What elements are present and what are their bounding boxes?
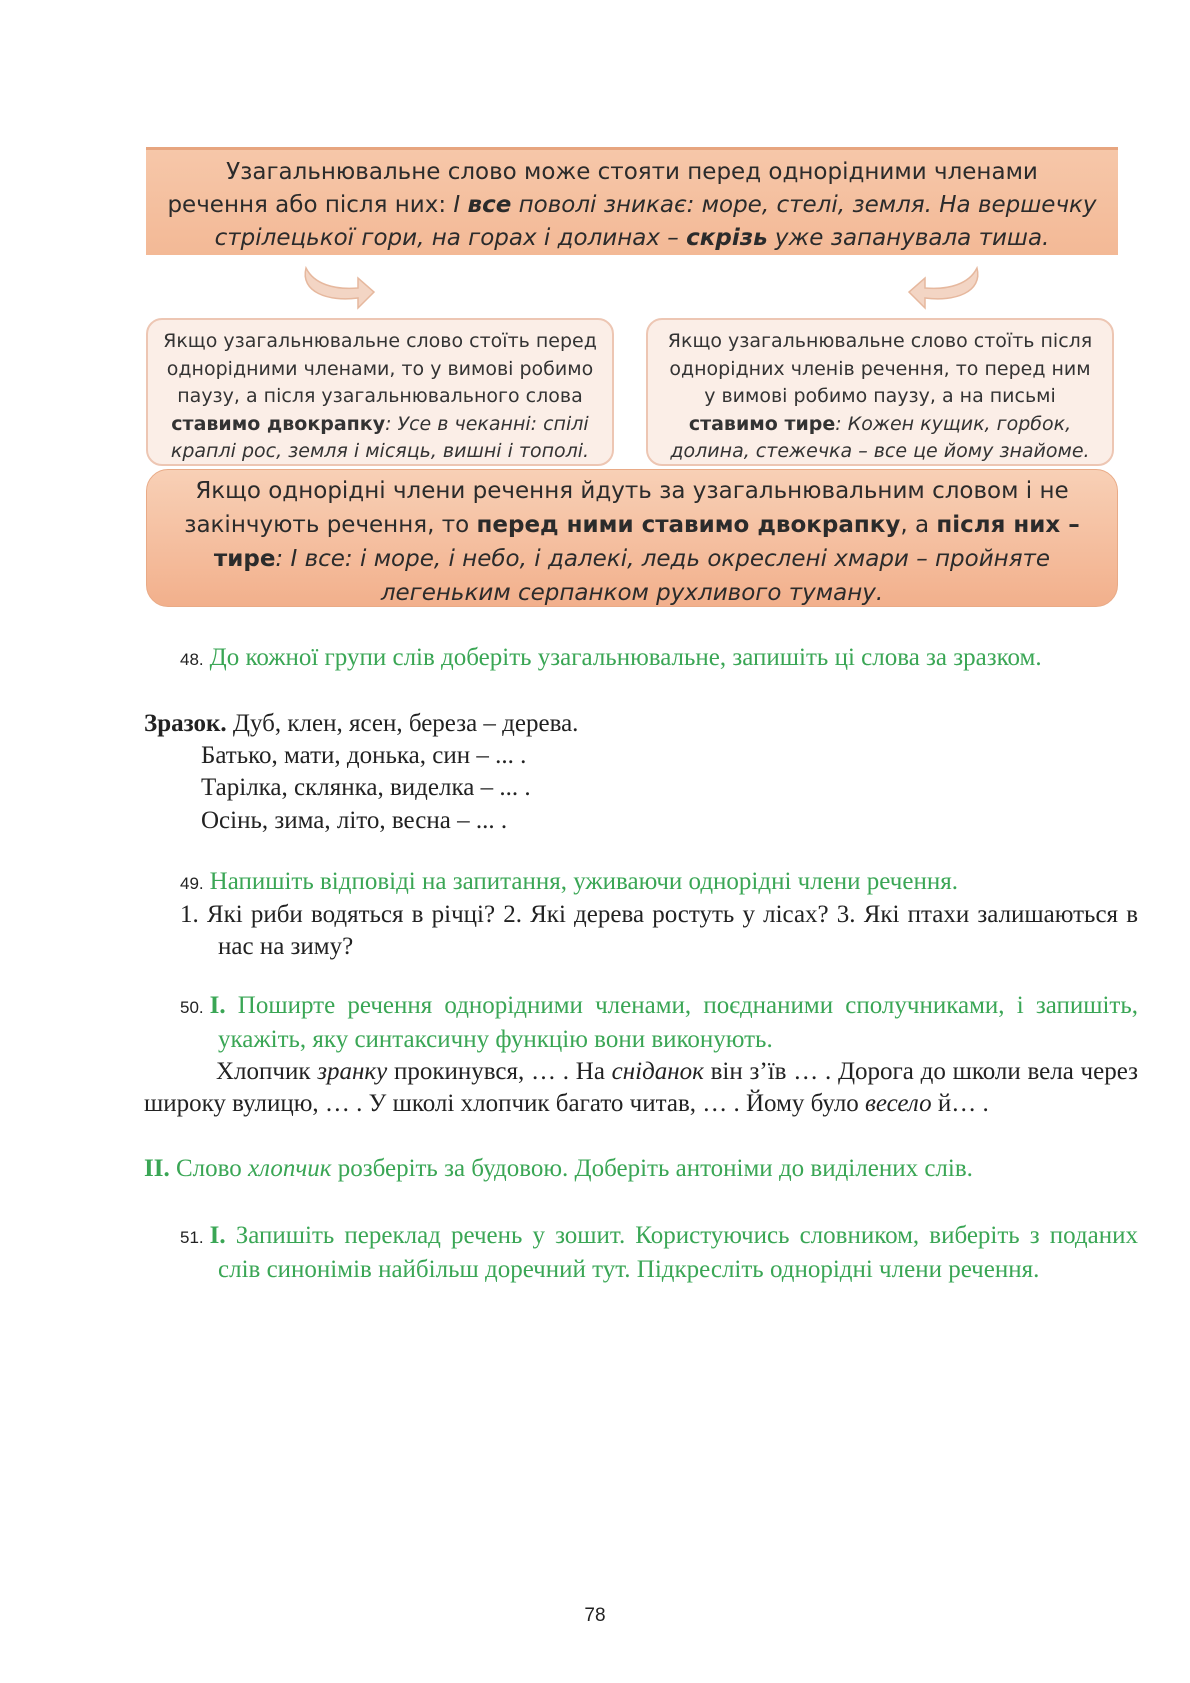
sample-line: Зразок. Дуб, клен, ясен, береза – дерева.	[144, 710, 579, 737]
rule-box-colon	[146, 318, 614, 466]
exercise-49-task	[180, 866, 1138, 900]
exercise-number: 49.	[180, 874, 204, 893]
rule-line: Якщо узагальнювальне слово стоїть після	[667, 330, 1093, 352]
exercise-number: 51.	[180, 1228, 204, 1247]
rule-line: ставимо тире: Кожен кущик, горбок,	[688, 412, 1072, 435]
rule-line: Якщо узагальнювальне слово стоїть перед	[163, 330, 597, 352]
exercise-50-text: Хлопчик зранку прокинувся, … . На сніданок він з’їв … . Дорога до школи вела через широку вулицю, … . У школі хлопчик багато читав, … . Йому було весело й… .	[144, 1058, 1138, 1117]
list-item: Тарілка, склянка, виделка – ... .	[201, 774, 531, 801]
page-number: 78	[584, 1605, 606, 1626]
rule-line: речення або після них: І все поволі зникає: море, стелі, земля. На вершечку	[167, 192, 1097, 218]
list-item: Осінь, зима, літо, весна – ... .	[201, 807, 508, 834]
rule-line: Якщо однорідні члени речення йдуть за узагальнювальним словом і не	[195, 478, 1069, 504]
rule-box-colon-dash	[146, 469, 1118, 607]
rule-line: Узагальнювальне слово може стояти перед однорідними членами	[226, 159, 1038, 185]
exercise-number: 48.	[180, 650, 204, 669]
rule-line: паузу, а після узагальнювального слова	[177, 385, 583, 407]
exercise-51-task: 51. I. Запишіть переклад речень у зошит. Користуючись словником, виберіть з поданих слів синонімів найбільш доречний тут. Підкресліть однорідні члени речення.	[180, 1222, 1138, 1283]
rule-line: краплі рос, земля і місяць, вишні і тополі.	[170, 440, 590, 462]
rule-line: однорідних членів речення, то перед ним	[669, 357, 1091, 380]
task-text: До кожної групи слів доберіть узагальнювальне, запишіть ці слова за зразком.	[209, 644, 1042, 671]
exercise-50-task: 50. I. Поширте речення однорідними членами, поєднаними сполучниками, і запишіть, укажіть, яку синтаксичну функцію вони виконують.	[180, 992, 1138, 1053]
list-item: Батько, мати, донька, син – ... .	[201, 742, 527, 769]
exercise-48-task	[180, 642, 1138, 676]
rule-line: стрілецької гори, на горах і долинах – скрізь уже запанувала тиша.	[214, 225, 1050, 251]
rule-line: легеньким серпанком рухливого туману.	[380, 580, 884, 606]
curved-arrow-icon	[905, 262, 985, 314]
rule-line: у вимові робимо паузу, а на письмі	[704, 385, 1056, 407]
curved-arrow-icon	[298, 262, 378, 314]
exercise-49-body: 1. Які риби водяться в річці? 2. Які дерева ростуть у лісах? 3. Які птахи залишаються в нас на зиму?	[180, 901, 1138, 960]
rule-box-general	[146, 147, 1118, 255]
rule-box-dash	[646, 318, 1114, 466]
exercise-number: 50.	[180, 998, 204, 1017]
task-text: Напишіть відповіді на запитання, уживаючи однорідні члени речення.	[209, 868, 958, 895]
rule-line: ставимо двокрапку: Усе в чеканні: спілі	[171, 412, 589, 435]
rule-line: тире: І все: і море, і небо, і далекі, ледь окреслені хмари – пройняте	[213, 546, 1051, 572]
rule-line: однорідними членами, то у вимові робимо	[166, 357, 594, 380]
rule-line: закінчують речення, то перед ними ставимо двокрапку, а після них –	[184, 512, 1080, 538]
rule-line: долина, стежечка – все це йому знайоме.	[670, 440, 1090, 462]
exercise-50-part2: II. Слово хлопчик розберіть за будовою. Доберіть антоніми до виділених слів.	[144, 1155, 973, 1182]
